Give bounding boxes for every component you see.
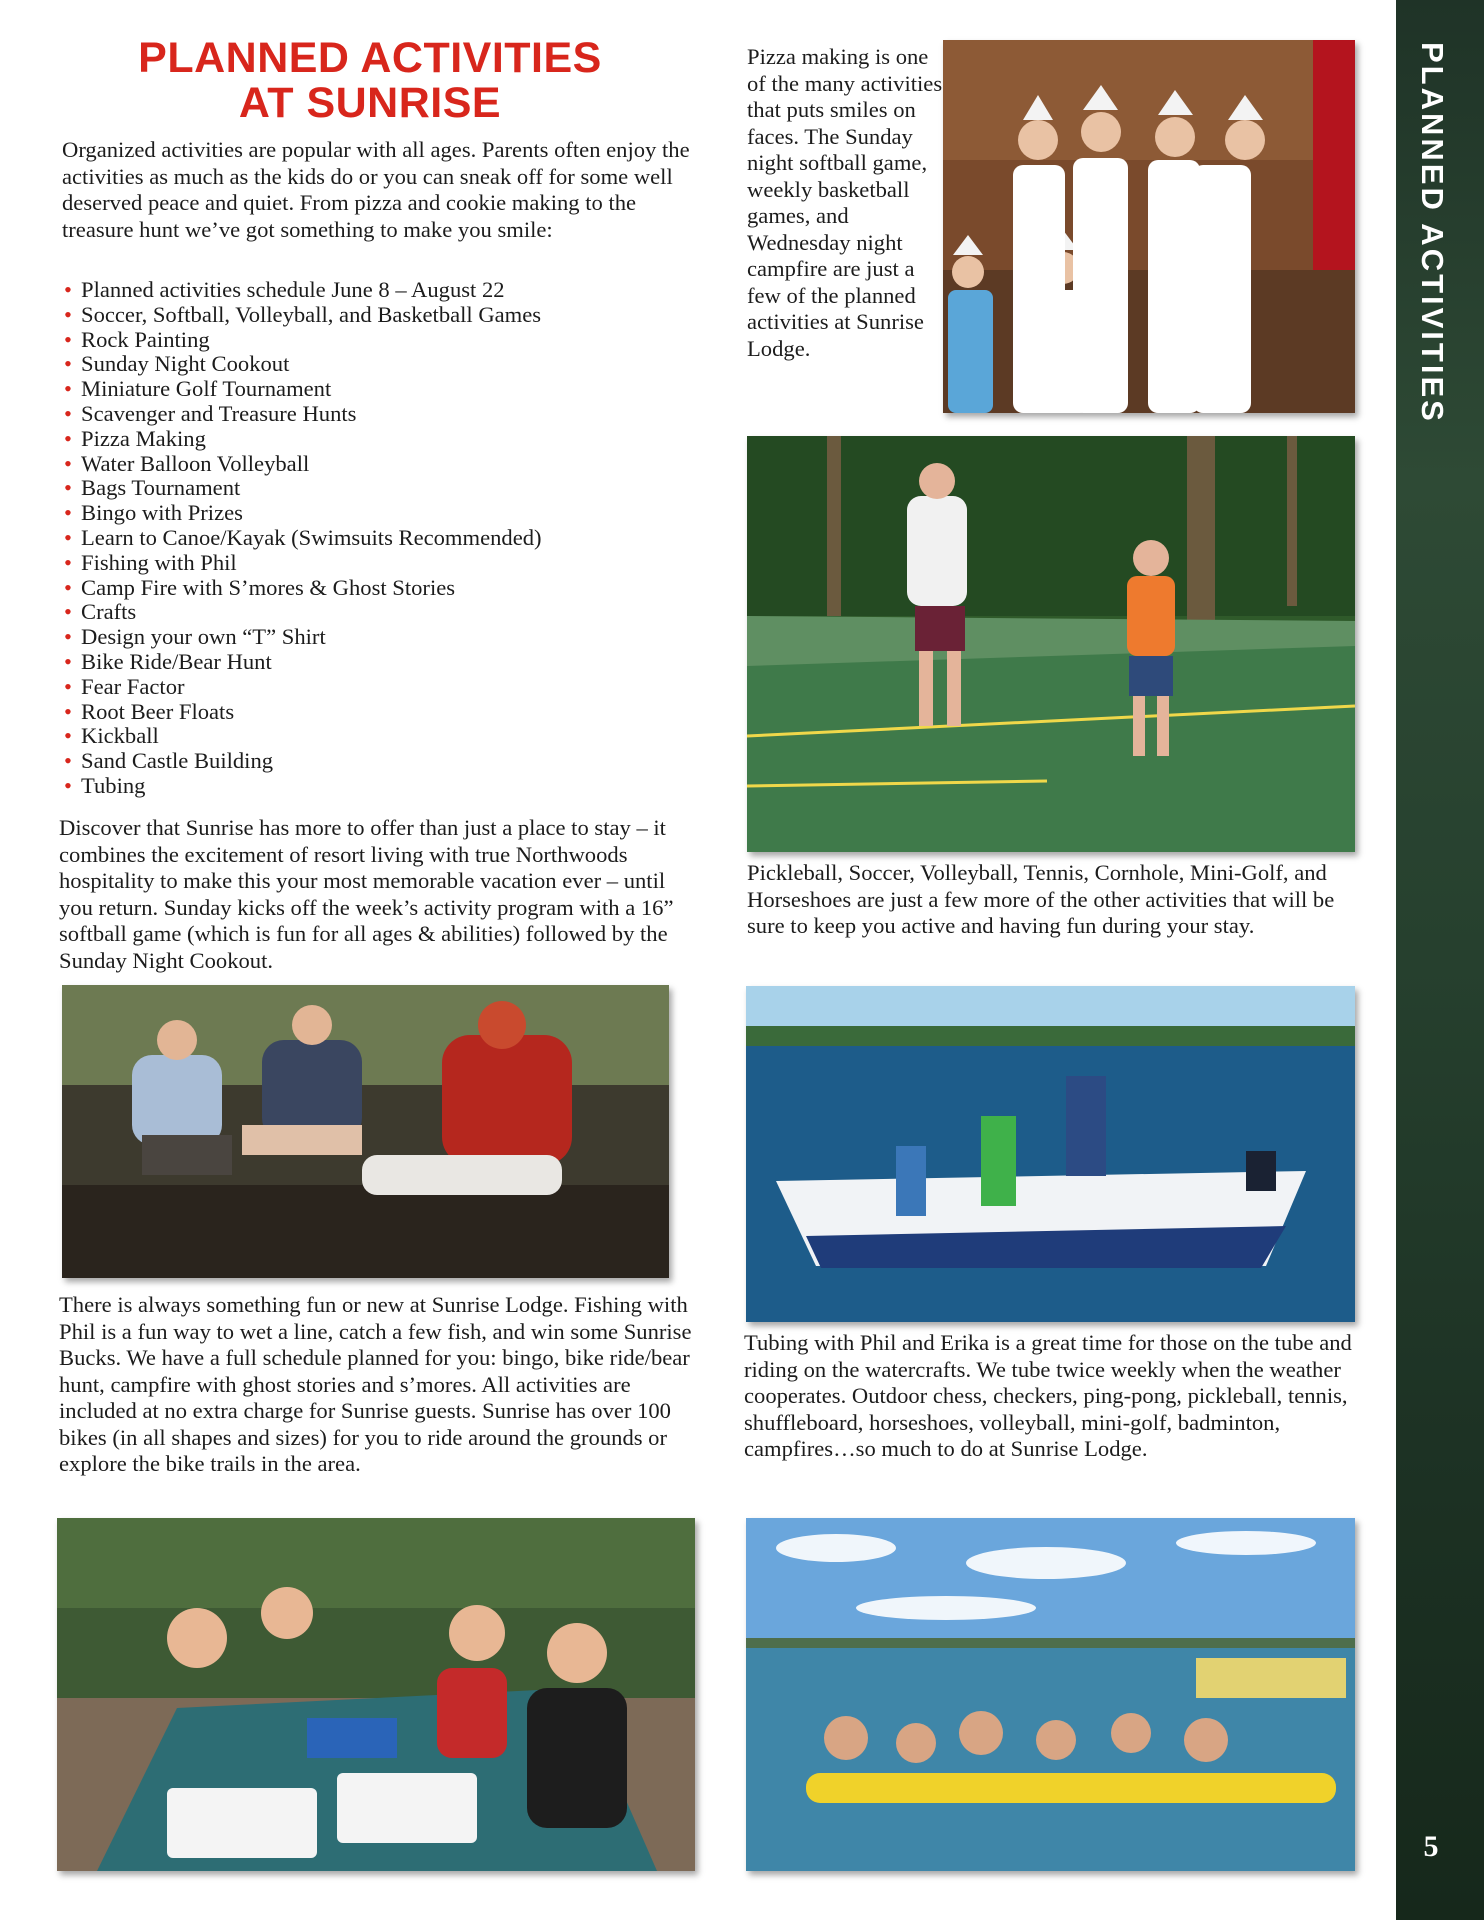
bullet-icon: • [64, 450, 72, 476]
list-item [62, 576, 692, 601]
list-item [62, 749, 692, 774]
lake-float-photo [746, 1518, 1355, 1871]
bullet-icon: • [64, 277, 72, 302]
bullet-icon: • [64, 624, 72, 650]
bullet-icon: • [64, 400, 72, 426]
page-number: 5 [1423, 1830, 1439, 1863]
page-title-line-2: AT SUNRISE [238, 79, 502, 127]
bullet-icon: • [64, 500, 72, 526]
bullet-icon: • [64, 351, 72, 377]
pickleball-photo [747, 436, 1355, 852]
bullet-icon: • [64, 723, 72, 749]
list-item-text: Bike Ride/Bear Hunt [81, 648, 272, 674]
list-item-text: Learn to Canoe/Kayak (Swimsuits Recommended) [81, 524, 542, 550]
list-item-text: Design your own “T” Shirt [81, 624, 326, 650]
list-item [62, 625, 692, 650]
always-paragraph: There is always something fun or new at Sunrise Lodge. Fishing with Phil is a fun way to wet a line, catch a few fish, and win some Sunrise Bucks. We have a full schedule planned for you: bingo, bike ride/bear hunt, campfire with ghost stories and s’mores. All activities are included at no extra charge for Sunrise guests. Sunrise has over 100 bikes (in all shapes and sizes) for you to ride around the grounds or explore the bike trails in the area. [59, 1292, 692, 1476]
bullet-icon: • [64, 698, 72, 724]
activities-list [62, 278, 692, 799]
list-item [62, 303, 692, 328]
list-item [62, 501, 692, 526]
list-item [62, 377, 692, 402]
bullet-icon: • [64, 748, 72, 774]
list-item-text: Scavenger and Treasure Hunts [81, 400, 357, 426]
bullet-icon: • [64, 475, 72, 501]
list-item [62, 402, 692, 427]
boat-photo [746, 986, 1355, 1322]
bullet-icon: • [64, 301, 72, 327]
list-item [62, 476, 692, 501]
list-item [62, 551, 692, 576]
list-item [62, 452, 692, 477]
bullet-icon: • [64, 376, 72, 402]
list-item-text: Kickball [81, 723, 159, 749]
bullet-icon: • [64, 549, 72, 575]
list-item-text: Planned activities schedule June 8 – August 22 [81, 277, 505, 302]
list-item [62, 278, 692, 303]
list-item [62, 600, 692, 625]
bullet-icon: • [64, 648, 72, 674]
list-item-text: Camp Fire with S’mores & Ghost Stories [81, 574, 456, 600]
pizza-caption: Pizza making is one of the many activities that puts smiles on faces. The Sunday night softball game, weekly basketball games, and Wednesday night campfire are just a few of the planned activities at Sunrise Lodge. [747, 44, 943, 361]
pizza-making-photo [943, 40, 1355, 413]
list-item-text: Sand Castle Building [81, 748, 274, 774]
discover-paragraph: Discover that Sunrise has more to offer than just a place to stay – it combines the excitement of resort living with true Northwoods hospitality to make this your most memorable vacation ever – until you return. Sunday kicks off the week’s activity program with a 16” softball game (which is fun for all ages & abilities) followed by the Sunday Night Cookout. [59, 815, 674, 973]
list-item [62, 328, 692, 353]
list-item [62, 526, 692, 551]
list-item-text: Fishing with Phil [81, 549, 237, 575]
campfire-photo [62, 985, 669, 1278]
page-title-line-1: PLANNED ACTIVITIES [138, 34, 602, 82]
bullet-icon: • [64, 425, 72, 451]
list-item-text: Bingo with Prizes [81, 500, 243, 526]
list-item-text: Root Beer Floats [81, 698, 235, 724]
bullet-icon: • [64, 772, 72, 798]
pickleball-caption: Pickleball, Soccer, Volleyball, Tennis, Cornhole, Mini-Golf, and Horseshoes are just a few more of the other activities that will be sure to keep you active and having fun during your stay. [747, 860, 1335, 938]
list-item-text: Sunday Night Cookout [81, 351, 290, 377]
list-item [62, 774, 692, 799]
list-item-text: Crafts [81, 599, 137, 625]
list-item-text: Miniature Golf Tournament [81, 376, 332, 402]
bullet-icon: • [64, 326, 72, 352]
crafts-photo [57, 1518, 695, 1871]
bullet-icon: • [64, 524, 72, 550]
list-item [62, 700, 692, 725]
list-item-text: Pizza Making [81, 425, 206, 451]
bullet-icon: • [64, 574, 72, 600]
list-item [62, 352, 692, 377]
list-item-text: Tubing [81, 772, 146, 798]
list-item-text: Water Balloon Volleyball [81, 450, 310, 476]
tubing-caption: Tubing with Phil and Erika is a great time for those on the tube and riding on the watercrafts. We tube twice weekly when the weather cooperates. Outdoor chess, checkers, ping-pong, pickleball, tennis, shuffleboard, horseshoes, volleyball, mini-golf, badminton, campfires…so much to do at Sunrise Lodge. [744, 1330, 1352, 1461]
list-item [62, 675, 692, 700]
bullet-icon: • [64, 673, 72, 699]
list-item-text: Rock Painting [81, 326, 210, 352]
page-title [62, 36, 678, 126]
bullet-icon: • [64, 599, 72, 625]
list-item-text: Fear Factor [81, 673, 185, 699]
list-item [62, 650, 692, 675]
sidebar-title: PLANNED ACTIVITIES [1415, 42, 1450, 424]
list-item-text: Bags Tournament [81, 475, 241, 501]
list-item [62, 427, 692, 452]
intro-paragraph: Organized activities are popular with all ages. Parents often enjoy the activities as much as the kids do or you can sneak off for some well deserved peace and quiet. From pizza and cookie making to the treasure hunt we’ve got something to make you smile: [62, 137, 690, 242]
list-item-text: Soccer, Softball, Volleyball, and Basketball Games [81, 301, 542, 327]
list-item [62, 724, 692, 749]
